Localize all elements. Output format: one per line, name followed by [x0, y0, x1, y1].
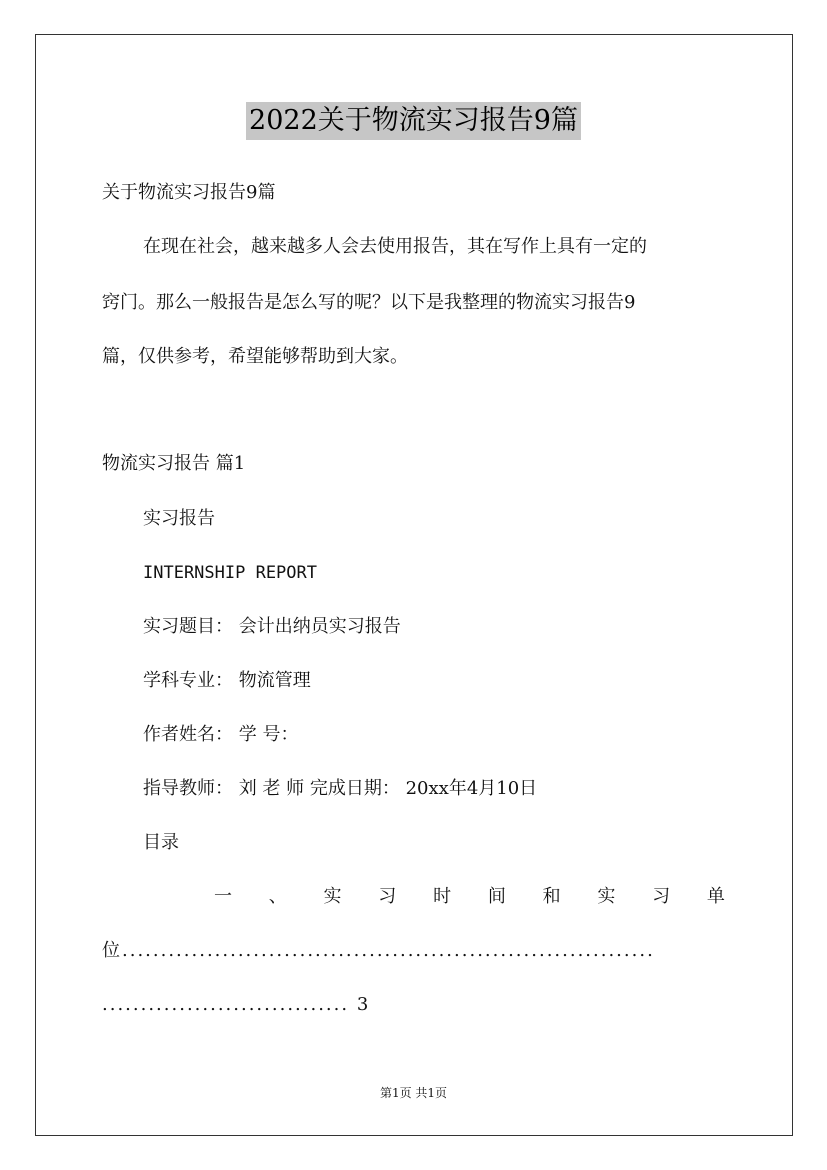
toc-item-line-1 [102, 885, 725, 909]
intro-paragraph-line-3: 篇，仅供参考，希望能够帮助到大家。 [102, 346, 408, 367]
toc-char: 间 [487, 886, 506, 907]
section-heading: 物流实习报告 篇1 [102, 453, 246, 474]
toc-char: 、 [268, 886, 287, 907]
document-title: 2022关于物流实习报告9篇 [246, 102, 581, 140]
toc-item-line-3: ................................ 3 [102, 994, 371, 1015]
intro-paragraph-line-1: 在现在社会，越来越多人会去使用报告，其在写作上具有一定的 [143, 236, 647, 257]
report-title-en: INTERNSHIP REPORT [143, 563, 317, 583]
toc-char: 单 [706, 886, 725, 907]
report-title-cn: 实习报告 [143, 508, 215, 529]
report-major: 学科专业： 物流管理 [143, 670, 311, 691]
intro-paragraph-line-2: 窍门。那么一般报告是怎么写的呢？以下是我整理的物流实习报告9 [102, 292, 636, 313]
page-footer: 第1页 共1页 [379, 1086, 448, 1100]
toc-char: 实 [323, 886, 342, 907]
report-author: 作者姓名： 学 号： [143, 724, 299, 745]
toc-char: 习 [378, 886, 397, 907]
report-advisor-date: 指导教师： 刘 老 师 完成日期： 20xx年4月10日 [143, 778, 538, 799]
report-topic: 实习题目： 会计出纳员实习报告 [143, 616, 401, 637]
toc-item-line-2: 位..................................................................... [102, 940, 655, 961]
toc-char: 一 [214, 886, 232, 907]
document-subtitle: 关于物流实习报告9篇 [102, 182, 276, 203]
toc-char: 和 [542, 886, 561, 907]
toc-char: 习 [652, 886, 671, 907]
title-container [0, 102, 827, 140]
toc-title: 目录 [143, 832, 179, 853]
toc-char: 实 [597, 886, 616, 907]
toc-char: 时 [433, 886, 452, 907]
